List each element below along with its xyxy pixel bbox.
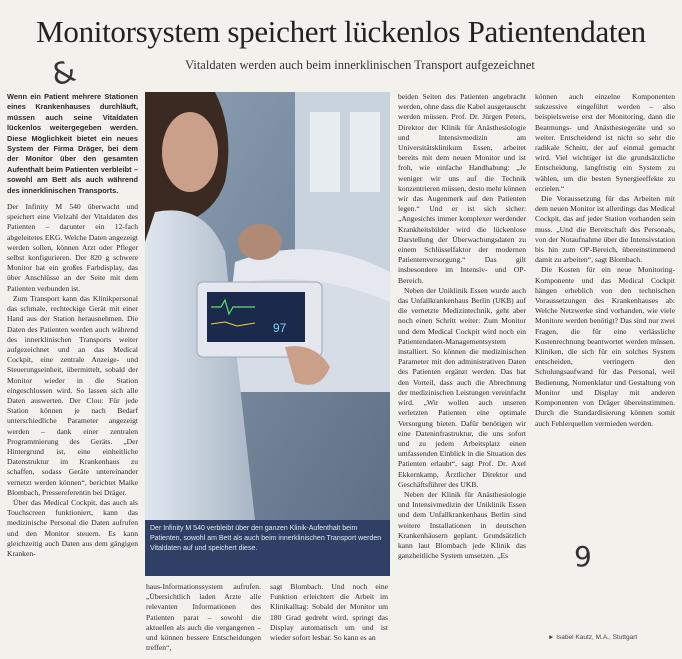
paragraph: können auch einzelne Komponenten sukzessive eingeführt werden – also beispielsweise erst der Monitoring, dann die Beatmungs- und Anästhesiegeräte und so weiter. Entscheidend ist nicht so sehr die radikale Schnitt, der auf einmal gemacht wird. Viel wichtiger ist die grundsätzliche Entscheidung, langfristig ein System zu wählen, um die besten Synergieeffekte zu erzielen.“ xyxy=(535,92,675,193)
author-credit: ► Isabel Kautz, M.A., Stuttgart xyxy=(548,634,638,641)
photo-illustration xyxy=(145,92,390,520)
subheadline: Vitaldaten werden auch beim innerklinischen Transport aufgezeichnet xyxy=(185,58,535,72)
paragraph: Der Infinity M 540 überwacht und speichert eine Vielzahl der Vitaldaten des Patienten – darunter ein 12-fach abgeleitetes EKG. Welche Daten angezeigt werden sollen, können Arzt oder Pfleger selbst konfigurieren. Der 820 g schwere Monitor hat ein großes Farbdisplay, das über Anschlüsse an der Seite mit dem Patienten verbunden ist. xyxy=(7,202,138,293)
headline: Monitorsystem speichert lückenlos Patientendaten xyxy=(36,14,646,49)
paragraph: Die Voraussetzung für das Arbeiten mit dem neuen Monitor ist allerdings das Medical Cockpit, das auf jeder Station vorhanden sein muss. „Und die Bereitschaft des Personals, von der Notaufnahme über die Intensivstation bis hin zum OP-Bereich, übereinstimmend damit zu arbeiten“, sagt Blombach. xyxy=(535,194,675,265)
intro-paragraph: Wenn ein Patient mehrere Stationen eines Krankenhauses durchläuft, müssen auch seine Vitaldaten lückenlos weitergegeben werden. Diese Möglichkeit bietet ein neues System der Firma Dräger, bei dem der Monitor über den gesamten Aufenthalt beim Patienten verbleibt – sowohl am Bett als auch während des innerklinischen Transports. xyxy=(7,92,138,195)
photo-caption: Der Infinity M 540 verbleibt über den ganzen Klinik-Aufenthalt beim Patienten, sowohl am Bett als auch beim innerklinischen Transport werden Vitaldaten auf und speichert diese. xyxy=(145,520,390,576)
paragraph: Zum Transport kann das Klinikpersonal das schmale, rechteckige Gerät mit einer Hand aus der Station herausnehmen. Die Daten des Patienten werden auch während des innerklinischen Transports weiter aufgezeichnet und an das Medical Cockpit, eine zentrale Anzeige- und Steuerungseinheit, übermittelt, sobald der Monitor wieder in die Station eingeschlossen wird. So lassen sich alle Daten auswerten. Der Clou: Für jede Station können je nach Bedarf unterschiedliche Parameter angezeigt werden – dank einer zentralen Programmierung des Geräts. „Der Hintergrund ist, eine einheitliche Datenstruktur im Krankenhaus zu schaffen, sodass Geräte untereinander vernetzt werden können“, berichtet Maike Blombach, Pressereferentin bei Dräger. xyxy=(7,293,138,497)
paragraph: Neben der Klinik für Anästhesiologie und Intensivmedizin der Uniklinik Essen und dem Unfallkrankenhaus Berlin sind weitere Installationen in deutschen Krankenhäusern geplant. Grundsätzlich kann laut Blombach jede Klinik das ganzheitliche System umsetzen. „Es xyxy=(398,489,526,561)
handwritten-mark: 9 xyxy=(574,540,592,573)
article-column-4 xyxy=(398,92,526,657)
paragraph: beiden Seiten des Patienten angebracht werden, ohne dass die Kabel ausgetauscht werden müssen. Prof. Dr. Jürgen Peters, Direktor der Klinik für Anästhesiologie und Intensivmedizin am Universitätsklinikum Essen, arbeitet bereits mit dem neuen Monitor und ist froh, wie einfache Handhabung: „Je weniger wir uns auf die Technik konzentrieren müssen, desto mehr können wir das Augenmerk auf den Patienten legen.“ Und er ist sich sicher: „Angesichts immer komplexer werdender Krankheitsbilder wird die lückenlose Darstellung der Überwachungsdaten zu einem Schlüsselfaktor der modernen Patientenversorgung.“ Das gilt insbesondere im Intensiv- und OP-Bereich. xyxy=(398,92,526,285)
paragraph: sagt Blombach. Und noch eine Funktion erleichtert die Arbeit im Klinikalltag: Sobald der Monitor um 180 Grad gedreht wird, springt das Display automatisch um und ist wieder sofort lesbar. So kann es an xyxy=(270,582,388,643)
article-column-2-bottom xyxy=(146,582,261,657)
article-column-1 xyxy=(7,92,138,652)
paragraph: haus-Informationssystem aufrufen. „Übersichtlich laden Arzte alle relevanten Informationen des Patienten parat – sowohl die aktuellen als auch die vergangenen – und können bessere Entscheidungen treffen“, xyxy=(146,582,261,653)
paragraph: Über das Medical Cockpit, das auch als Touchscreen funktioniert, kann das medizinische Personal die Daten aufrufen und den Monitor steuern. Es kann gleichzeitig auch Daten aus dem gängigen Kranken- xyxy=(7,497,138,558)
monitor-readout: 97 xyxy=(273,321,287,335)
paragraph: Die Kosten für ein neue Monitoring-Komponente und das Medical Cockpit hängen erheblich von den technischen Voraussetzungen des Krankenhauses ab: Welche Netzwerke sind vorhanden, wie viele Monitore werden benötigt? Das sind nur zwei Fragen, die für eine verlässliche Kostenrechnung beantwortet werden müssen. Kliniken, die sich für ein solches System entscheiden, verringern den Schulungsaufwand für das Personal, weil Bedienung, Nomenklatur und Gestaltung von Monitor und Display mit anderen Komponenten von Dräger übereinstimmen. Durch die Standardisierung können somit auch Fehlerquellen vermieden werden. xyxy=(535,265,675,428)
article-column-5 xyxy=(535,92,675,562)
article-photo xyxy=(145,92,390,520)
article-column-3-bottom xyxy=(270,582,388,657)
paragraph: Neben der Uniklinik Essen wurde auch das Unfallkrankenhaus Berlin (UKB) auf die vernetzte Medizintechnik, geht aber noch einen Schritt weiter: Zum Monitor und dem Medical Cockpit wird noch ein Patientendaten-Managementsystem installiert. So können die medizinischen Parameter mit den administrativen Daten des Patienten ergänzt werden. Das hat den Vorteil, dass auch die Abrechnung der medizinischen Leistungen vereinfacht wird. „Wir wollen auch unseren verletzten Patienten eine optimale Versorgung bieten. Dafür benötigen wir eine Dateninfrastruktur, die uns sofort und zu jedem Arbeitsplatz einen umfassenden Einblick in die Situation des Patienten erlaubt“, sagt Prof. Dr. Axel Ekkernkamp, Ärztlicher Direktor und Geschäftsführer des UKB. xyxy=(398,285,526,489)
handwritten-mark: & xyxy=(47,53,80,94)
